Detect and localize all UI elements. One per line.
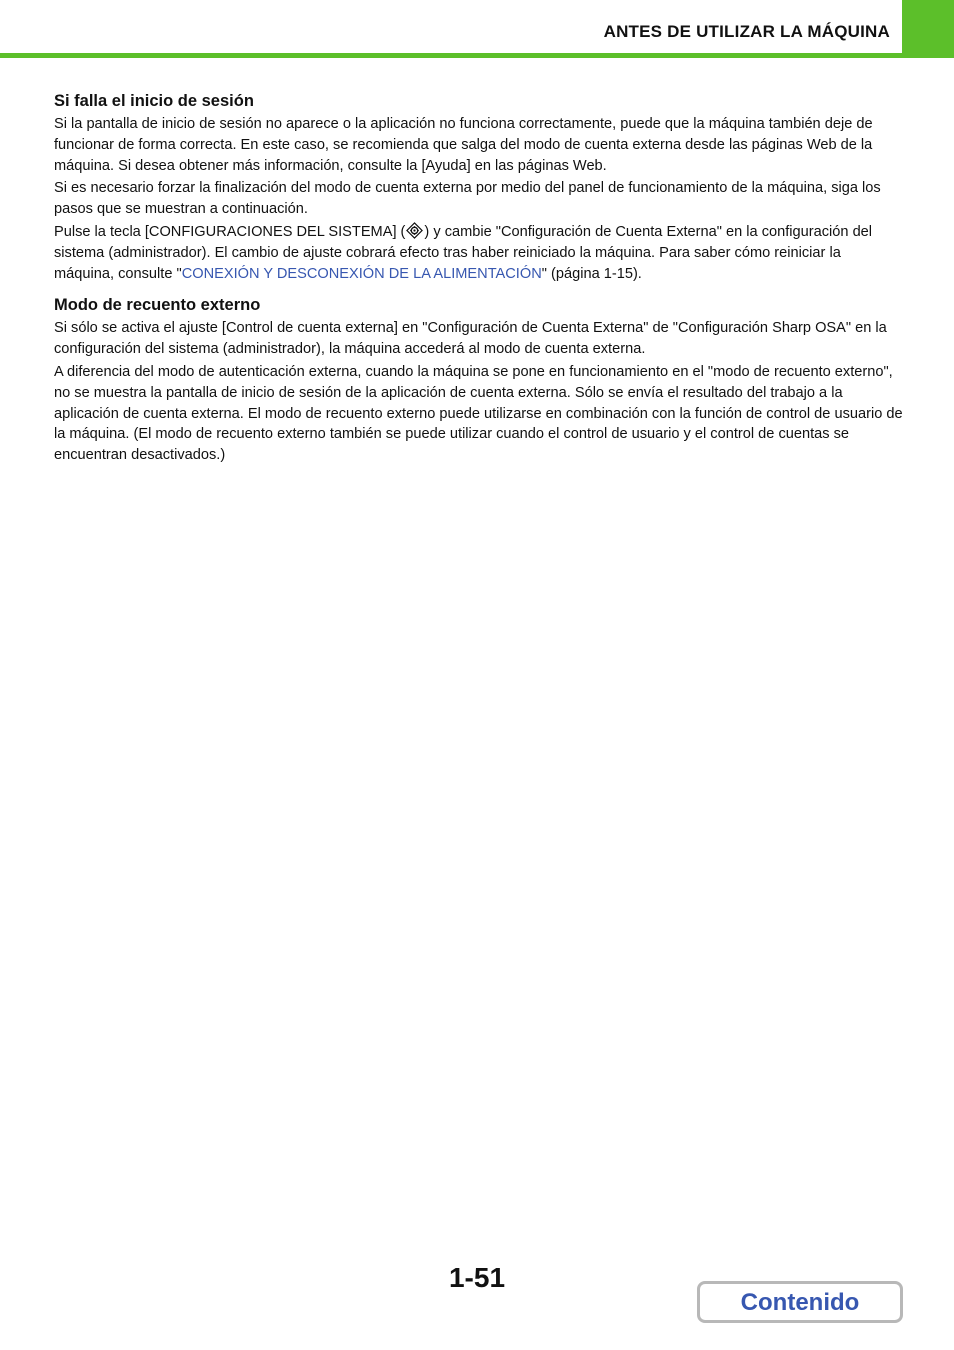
page-number: 1-51 <box>448 1262 506 1293</box>
power-on-off-link[interactable]: CONEXIÓN Y DESCONEXIÓN DE LA ALIMENTACIÓN <box>181 265 542 282</box>
section-title-login-failure: Si falla el inicio de sesión <box>54 92 254 110</box>
paragraph-text: Pulse la tecla [CONFIGURACIONES DEL SISTEMA] ( <box>54 223 406 240</box>
header-divider <box>0 53 954 58</box>
paragraph: Si sólo se activa el ajuste [Control de cuenta externa] en "Configuración de Cuenta Externa" de "Configuración Sharp OSA" en la configuración del sistema (administrador), la máquina accederá al modo de cuenta externa. <box>54 320 887 358</box>
chapter-title: ANTES DE UTILIZAR LA MÁQUINA <box>603 22 890 41</box>
system-settings-icon <box>406 222 423 239</box>
paragraph: Si la pantalla de inicio de sesión no aparece o la aplicación no funciona correctamente, puede que la máquina también deje de funcionar de forma correcta. En este caso, se recomienda que salga del modo de cuenta externa desde las páginas Web de la máquina. Si desea obtener más información, consulte la [Ayuda] en las páginas Web. <box>54 116 873 174</box>
paragraph-text: ) y cambie "Configuración de Cuenta Externa" en la configuración del sistema (administrador). El cambio de ajuste cobrará efecto tras haber reiniciado la máquina. Para saber cómo reiniciar la máquina, consulte " <box>54 223 873 282</box>
page-content <box>54 90 904 466</box>
section-title-external-count-mode: Modo de recuento externo <box>54 296 261 315</box>
paragraph: A diferencia del modo de autenticación externa, cuando la máquina se pone en funcionamiento en el "modo de recuento externo", no se muestra la pantalla de inicio de sesión de la aplicación de cuenta externa. Sólo se envía el resultado del trabajo a la aplicación de cuenta externa. El modo de recuento externo puede utilizarse en combinación con la función de control de usuario de la máquina. (El modo de recuento externo también se puede utilizar cuando el control de usuario y el control de cuentas se encuentran desactivados.) <box>54 363 903 464</box>
section-external-count-mode <box>54 294 904 466</box>
paragraph-text: " (página 1-15). <box>541 265 642 282</box>
paragraph <box>54 222 904 284</box>
section-login-failure <box>54 90 904 284</box>
paragraph: Si es necesario forzar la finalización del modo de cuenta externa por medio del panel de funcionamiento de la máquina, siga los pasos que se muestran a continuación. <box>54 180 881 218</box>
contents-button[interactable]: Contenido <box>697 1281 903 1323</box>
header-accent-block <box>902 0 954 53</box>
